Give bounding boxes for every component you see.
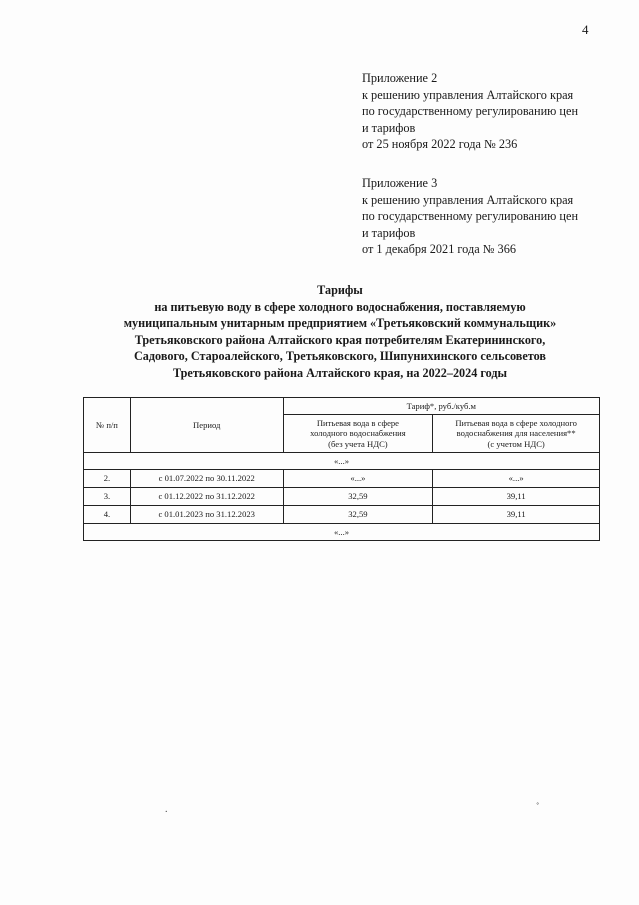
- title-line: муниципальным унитарным предприятием «Третьяковский коммунальщик»: [123, 316, 557, 331]
- row-num: 2.: [84, 470, 131, 488]
- row-num: 4.: [84, 506, 131, 524]
- row-tariff-no-vat: 32,59: [283, 488, 433, 506]
- title-line: Тарифы: [317, 283, 363, 297]
- table-row-ellipsis: [84, 453, 600, 470]
- page-number: 4: [582, 22, 589, 37]
- document-title: [80, 282, 600, 382]
- row-num: 3.: [84, 488, 131, 506]
- title-line: Третьяковского района Алтайского края, на 2022–2024 годы: [172, 365, 508, 380]
- row-tariff-no-vat: «...»: [283, 470, 433, 488]
- table-row: [84, 488, 600, 506]
- appendix-line: Приложение 2: [362, 71, 438, 85]
- row-period: с 01.12.2022 по 31.12.2022: [130, 488, 283, 506]
- appendix-line: к решению управления Алтайского края: [362, 87, 574, 102]
- scan-tick: ˚: [536, 802, 540, 813]
- header-period: Период: [130, 398, 283, 453]
- ellipsis-cell: «...»: [84, 524, 600, 541]
- appendix-2-reference: [362, 70, 622, 153]
- row-tariff-vat: 39,11: [433, 488, 600, 506]
- header-line: (без учета НДС): [328, 438, 388, 449]
- row-tariff-vat: «...»: [433, 470, 600, 488]
- header-line: водоснабжения для населения**: [456, 428, 576, 439]
- appendix-3-reference: [362, 175, 622, 258]
- appendix-line: по государственному регулированию цен: [362, 104, 579, 119]
- table-row-ellipsis: [84, 524, 600, 541]
- table-row: [84, 506, 600, 524]
- row-period: с 01.07.2022 по 30.11.2022: [130, 470, 283, 488]
- appendix-line: от 1 декабря 2021 года № 366: [362, 242, 516, 257]
- header-line: (с учетом НДС): [487, 438, 545, 449]
- header-tariff: Тариф*, руб./куб.м: [283, 398, 599, 415]
- appendix-line: и тарифов: [362, 225, 416, 240]
- title-line: Садового, Староалейского, Третьяковского, Шипунихинского сельсоветов: [134, 349, 546, 364]
- header-line: Питьевая вода в сфере холодного: [455, 417, 577, 428]
- appendix-line: по государственному регулированию цен: [362, 209, 579, 224]
- appendix-line: Приложение 3: [362, 176, 438, 190]
- header-line: Питьевая вода в сфере: [316, 417, 400, 428]
- appendix-line: и тарифов: [362, 120, 416, 135]
- ellipsis-cell: «...»: [84, 453, 600, 470]
- header-water-population-vat: [433, 415, 600, 453]
- row-tariff-vat: 39,11: [433, 506, 600, 524]
- table-header-row: [84, 398, 600, 415]
- scan-dot: .: [165, 804, 168, 815]
- row-tariff-no-vat: 32,59: [283, 506, 433, 524]
- header-num: № п/п: [84, 398, 131, 453]
- header-line: холодного водоснабжения: [310, 428, 406, 439]
- title-line: Третьяковского района Алтайского края потребителям Екатерининского,: [134, 332, 546, 347]
- appendix-line: к решению управления Алтайского края: [362, 192, 574, 207]
- tariff-table: [83, 397, 600, 541]
- table-row: [84, 470, 600, 488]
- title-line: на питьевую воду в сфере холодного водоснабжения, поставляемую: [154, 299, 526, 314]
- header-water-no-vat: [283, 415, 433, 453]
- appendix-line: от 25 ноября 2022 года № 236: [362, 137, 518, 152]
- row-period: с 01.01.2023 по 31.12.2023: [130, 506, 283, 524]
